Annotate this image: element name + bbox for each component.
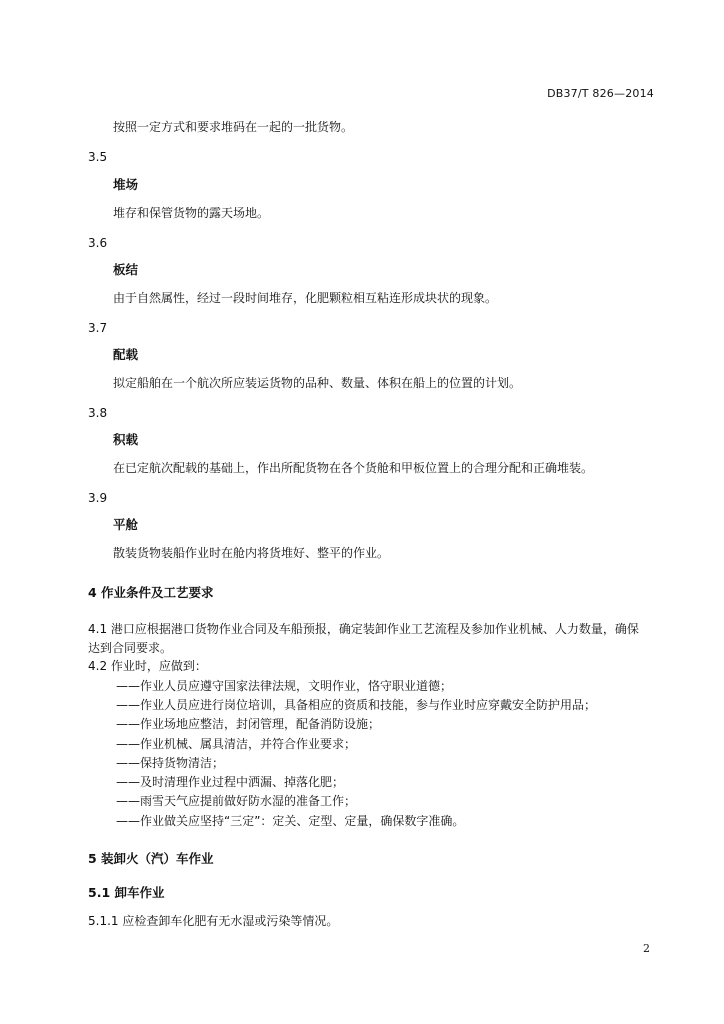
list-item: ——雨雪天气应提前做好防水湿的准备工作； <box>116 794 357 808</box>
list-item: ——作业做关应坚持“三定”：定关、定型、定量，确保数字准确。 <box>116 814 465 828</box>
list-item: ——作业人员应遵守国家法律法规，文明作业，恪守职业道德； <box>116 679 453 693</box>
term-title: 堆场 <box>113 177 139 192</box>
term-title: 积载 <box>113 432 139 447</box>
list-item: ——作业机械、属具清洁，并符合作业要求； <box>116 737 357 751</box>
clause-number: 3.8 <box>88 406 108 420</box>
definition-text: 由于自然属性，经过一段时间堆存，化肥颗粒相互粘连形成块状的现象。 <box>113 291 498 305</box>
clause-number: 3.5 <box>88 150 108 164</box>
subsection-heading: 5.1 卸车作业 <box>88 885 165 900</box>
list-item: ——及时清理作业过程中洒漏、掉落化肥； <box>116 775 345 789</box>
definition-text: 拟定船舶在一个航次所应装运货物的品种、数量、体积在船上的位置的计划。 <box>113 376 522 390</box>
clause-5-1-1: 5.1.1 应检查卸车化肥有无水湿或污染等情况。 <box>88 914 339 928</box>
term-title: 平舱 <box>113 517 139 532</box>
definition-text: 堆存和保管货物的露天场地。 <box>113 206 270 220</box>
list-item: ——作业人员应进行岗位培训，具备相应的资质和技能，参与作业时应穿戴安全防护用品； <box>116 698 597 712</box>
clause-number: 3.7 <box>88 321 108 335</box>
page-number: 2 <box>643 942 650 955</box>
paragraph-4-2: 4.2 作业时，应做到： <box>88 659 207 673</box>
definition-text: 在已定航次配载的基础上，作出所配货物在各个货舱和甲板位置上的合理分配和正确堆装。 <box>113 461 594 475</box>
section-heading: 4 作业条件及工艺要求 <box>88 585 214 600</box>
section-heading: 5 装卸火（汽）车作业 <box>88 851 214 866</box>
list-item: ——保持货物清洁； <box>116 756 225 770</box>
clause-number: 3.6 <box>88 236 108 250</box>
term-title: 配载 <box>113 347 139 362</box>
definition-text: 散装货物装船作业时在舱内将货堆好、整平的作业。 <box>113 546 390 560</box>
term-title: 板结 <box>113 262 139 277</box>
paragraph-4-1: 4.1 港口应根据港口货物作业合同及车船预报，确定装卸作业工艺流程及参加作业机械、人力数量，确保达到合同要求。 <box>88 622 639 655</box>
standard-code: DB37/T 826—2014 <box>547 87 654 100</box>
clause-number: 3.9 <box>88 491 108 505</box>
list-item: ——作业场地应整洁，封闭管理，配备消防设施； <box>116 717 381 731</box>
definition-text: 按照一定方式和要求堆码在一起的一批货物。 <box>113 120 354 134</box>
